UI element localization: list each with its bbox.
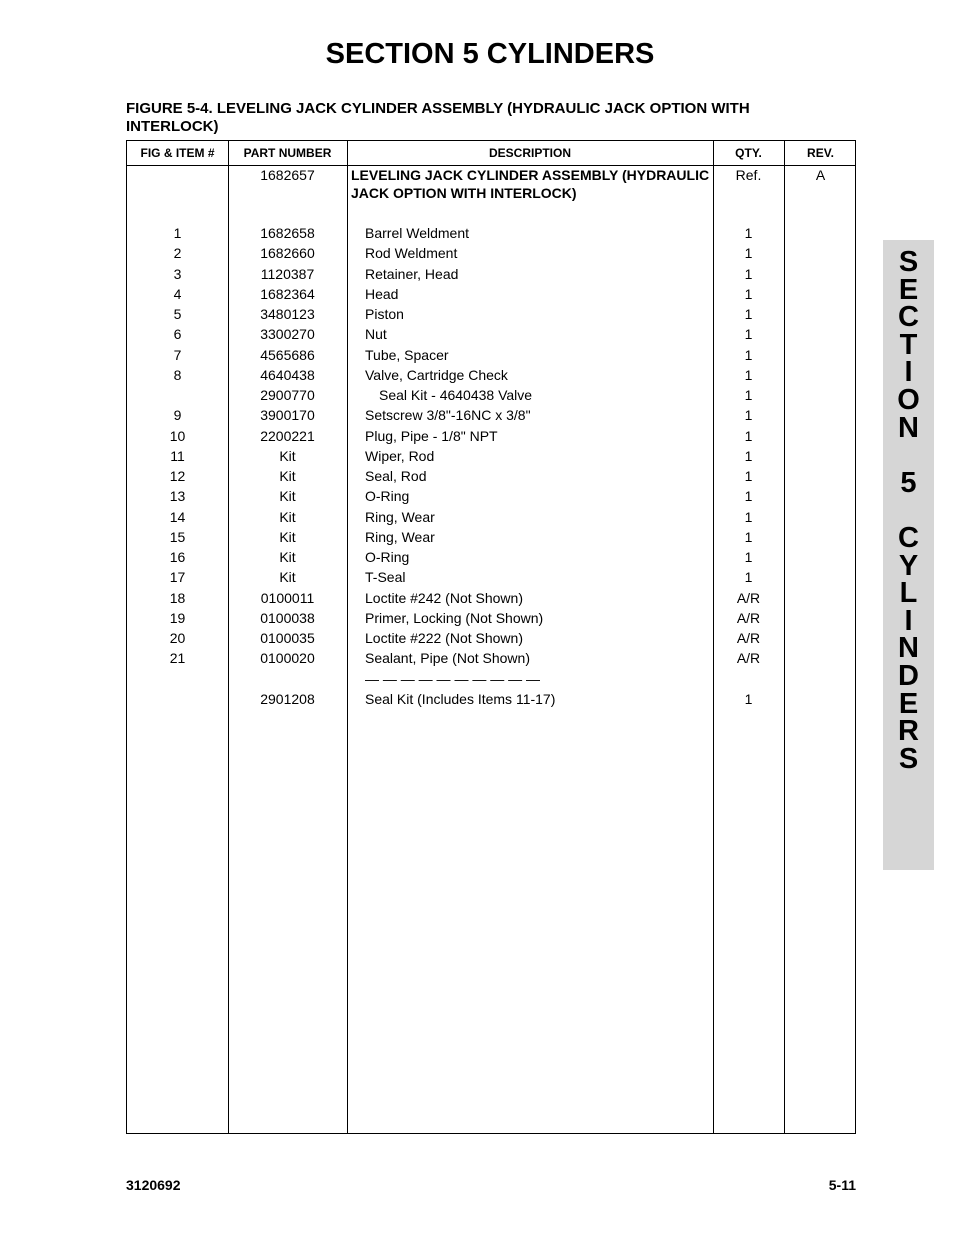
- row-qty: A/R: [736, 609, 761, 626]
- row-description: Valve, Cartridge Check: [365, 366, 508, 383]
- row-part-number: 0100020: [260, 650, 315, 667]
- row-qty: 1: [744, 366, 753, 383]
- row-qty: 1: [744, 468, 753, 484]
- side-tab-letter: D: [898, 660, 919, 692]
- assembly-description: LEVELING JACK CYLINDER ASSEMBLY (HYDRAULIC JACK OPTION WITH INTERLOCK): [351, 167, 710, 201]
- row-part-number: 2900770: [260, 387, 315, 403]
- header-fig-item: FIG & ITEM #: [140, 146, 215, 160]
- row-part-number: 3300270: [260, 326, 315, 343]
- row-part-number: 2200221: [260, 427, 315, 444]
- side-tab-letter: 5: [900, 466, 917, 499]
- row-qty: 1: [744, 447, 753, 464]
- row-description: Nut: [365, 326, 387, 343]
- row-part-number: Kit: [279, 447, 296, 464]
- row-fig-item: 18: [169, 589, 186, 606]
- side-tab-letter: S: [898, 246, 919, 278]
- row-part-number: Kit: [279, 569, 296, 586]
- side-tab-letter: R: [898, 715, 919, 748]
- row-part-number: 1682660: [260, 245, 315, 262]
- row-qty: 1: [744, 306, 753, 322]
- row-qty: 1: [744, 346, 753, 363]
- row-description: Wiper, Rod: [365, 447, 435, 464]
- row-part-number: Kit: [279, 528, 296, 545]
- row-fig-item: 15: [169, 528, 186, 545]
- row-description: O-Ring: [365, 488, 410, 505]
- row-part-number: Kit: [279, 468, 296, 484]
- row-fig-item: 6: [173, 326, 182, 343]
- row-qty: 1: [744, 488, 753, 505]
- row-qty: 1: [744, 690, 753, 707]
- row-fig-item: 8: [173, 366, 182, 383]
- row-qty: 1: [744, 427, 753, 444]
- footer-doc-number: 3120692: [126, 1177, 181, 1193]
- side-tab-letter: I: [904, 356, 913, 389]
- row-part-number: Kit: [279, 549, 296, 565]
- row-qty: 1: [744, 569, 753, 586]
- row-part-number: 3900170: [260, 407, 315, 424]
- row-description: Retainer, Head: [365, 265, 459, 282]
- footer-page-number: 5-11: [828, 1177, 856, 1193]
- row-part-number: 3480123: [260, 306, 315, 322]
- row-description: Seal Kit - 4640438 Valve: [379, 387, 533, 403]
- row-fig-item: 3: [173, 265, 182, 282]
- side-tab-letter: Y: [898, 549, 919, 582]
- row-description: Seal, Rod: [365, 468, 427, 484]
- row-part-number: 2901208: [260, 690, 315, 707]
- side-tab-letter: E: [898, 273, 919, 306]
- row-description: Piston: [365, 306, 404, 322]
- row-qty: 1: [744, 285, 753, 302]
- row-fig-item: 1: [173, 225, 182, 241]
- row-description: Setscrew 3/8"-16NC x 3/8": [365, 407, 531, 424]
- row-fig-item: 17: [169, 569, 186, 586]
- figure-title: FIGURE 5-4. LEVELING JACK CYLINDER ASSEMBLY (HYDRAULIC JACK OPTION WITH INTERLOCK): [126, 100, 750, 135]
- row-part-number: 0100035: [260, 630, 315, 646]
- side-tab-letter: L: [899, 577, 918, 610]
- row-qty: 1: [744, 225, 753, 241]
- row-fig-item: 14: [169, 508, 186, 525]
- section-side-tab: [883, 240, 934, 870]
- row-qty: 1: [744, 326, 753, 343]
- side-tab-letter: N: [898, 632, 919, 665]
- parts-table: [126, 140, 856, 1134]
- row-part-number: 4640438: [260, 366, 315, 383]
- row-qty: 1: [744, 387, 753, 403]
- row-qty: 1: [744, 245, 753, 262]
- row-description: Head: [365, 285, 399, 302]
- row-description: T-Seal: [365, 569, 406, 586]
- row-qty: 1: [744, 549, 753, 565]
- row-qty: 1: [744, 528, 753, 545]
- row-part-number: 1682658: [260, 225, 315, 241]
- row-part-number: 1682364: [260, 285, 315, 302]
- assembly-qty: Ref.: [735, 167, 762, 183]
- row-description: Plug, Pipe - 1/8" NPT: [365, 427, 498, 444]
- row-fig-item: 4: [173, 285, 182, 302]
- row-fig-item: 12: [169, 468, 186, 484]
- row-fig-item: 7: [173, 346, 182, 363]
- row-description: Loctite #222 (Not Shown): [365, 630, 523, 646]
- row-fig-item: 5: [173, 306, 182, 322]
- row-description: Rod Weldment: [365, 245, 458, 262]
- row-part-number: 0100011: [260, 589, 315, 606]
- row-fig-item: 19: [169, 609, 186, 626]
- side-tab-letter: S: [898, 742, 919, 775]
- row-fig-item: 9: [173, 407, 182, 424]
- row-qty: A/R: [736, 589, 761, 606]
- row-description: Sealant, Pipe (Not Shown): [365, 650, 530, 667]
- assembly-rev: A: [815, 167, 826, 183]
- row-description: Seal Kit (Includes Items 11-17): [365, 690, 556, 707]
- assembly-part-number: 1682657: [260, 167, 315, 183]
- row-part-number: 1120387: [260, 265, 315, 282]
- row-fig-item: 20: [169, 630, 186, 646]
- row-description: Barrel Weldment: [365, 225, 470, 241]
- row-part-number: 0100038: [260, 609, 315, 626]
- column-divider: [784, 141, 785, 1133]
- row-description: O-Ring: [365, 549, 410, 565]
- row-fig-item: 21: [169, 650, 186, 667]
- side-tab-letter: C: [898, 522, 919, 554]
- header-qty: QTY.: [735, 146, 762, 160]
- row-part-number: 4565686: [260, 346, 315, 363]
- row-qty: 1: [744, 508, 753, 525]
- side-tab-letter: C: [898, 301, 919, 334]
- row-description: — — — — — — — — — —: [365, 670, 541, 687]
- header-description: DESCRIPTION: [488, 146, 571, 160]
- row-qty: 1: [744, 265, 753, 282]
- row-qty: A/R: [736, 650, 761, 667]
- row-fig-item: 13: [169, 488, 186, 505]
- side-tab-letter: O: [897, 384, 920, 416]
- row-qty: 1: [744, 407, 753, 424]
- side-tab-letter: E: [898, 687, 919, 720]
- row-description: Loctite #242 (Not Shown): [365, 589, 523, 606]
- row-description: Ring, Wear: [365, 508, 435, 525]
- side-tab-letter: N: [898, 411, 919, 444]
- row-fig-item: 10: [169, 427, 186, 444]
- row-part-number: Kit: [279, 508, 296, 525]
- row-description: Tube, Spacer: [365, 346, 449, 363]
- side-tab-letter: I: [904, 604, 913, 637]
- row-part-number: Kit: [279, 488, 296, 505]
- header-rev: REV.: [807, 146, 834, 160]
- side-tab-letter: T: [899, 328, 918, 361]
- row-fig-item: 16: [169, 549, 186, 565]
- row-qty: A/R: [736, 630, 761, 646]
- column-divider: [347, 141, 348, 1133]
- header-part-number: PART NUMBER: [243, 146, 332, 160]
- row-fig-item: 11: [170, 447, 185, 464]
- section-title: SECTION 5 CYLINDERS: [325, 38, 655, 70]
- row-description: Primer, Locking (Not Shown): [365, 609, 544, 626]
- row-fig-item: 2: [173, 245, 182, 262]
- row-description: Ring, Wear: [365, 528, 435, 545]
